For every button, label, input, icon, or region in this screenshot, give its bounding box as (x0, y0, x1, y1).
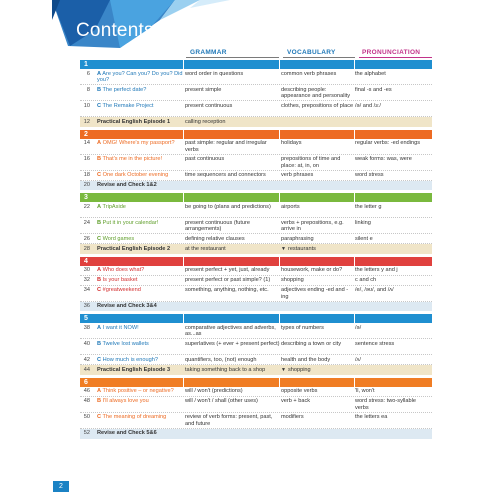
lesson-cell (93, 204, 184, 216)
lesson-cell (93, 246, 184, 253)
vocabulary-text: holidays (281, 140, 302, 147)
vocabulary-cell (280, 140, 354, 152)
lesson-cell (93, 236, 184, 242)
lesson-title: I'll always love you (102, 398, 149, 405)
lesson-title: Put it in your calendar! (102, 219, 159, 226)
unit-band-vocabulary (280, 193, 354, 202)
page-ref: 30 (83, 267, 90, 274)
pronunciation-cell: 'll, won't (355, 388, 375, 395)
table-row[interactable] (80, 397, 432, 413)
vocabulary-cell (280, 357, 354, 363)
page-ref: 22 (83, 203, 90, 210)
grammar-cell: something, anything, nothing, etc. (185, 287, 269, 294)
grammar-cell: past continuous (185, 156, 225, 163)
pronunciation-cell: word stress (355, 172, 384, 179)
lesson-title: Word games (102, 235, 135, 242)
vocabulary-cell (280, 156, 354, 168)
pronunciation-cell: /ʌ/ (355, 356, 361, 363)
page-number: 2 (53, 481, 69, 492)
vocabulary-text: airports (281, 203, 300, 210)
lesson-letter: C (97, 414, 102, 421)
pronunciation-cell (354, 246, 431, 253)
column-header-pronunciation: PRONUNCIATION (362, 49, 421, 56)
lesson-letter: C (97, 102, 102, 109)
page-ref: 14 (83, 140, 90, 147)
vocabulary-text: shopping (281, 277, 304, 284)
page-ref: 26 (83, 235, 90, 242)
vocabulary-cell (280, 87, 354, 99)
lesson-title: Are you? Can you? Do you? Did you? (97, 70, 183, 84)
column-header-grammar: GRAMMAR (190, 49, 227, 56)
grammar-cell: present continuous (future arrangements) (185, 219, 250, 233)
unit-band-grammar (184, 130, 280, 139)
grammar-cell: present perfect + yet, just, already (185, 267, 270, 274)
unit-band-pronunciation (355, 314, 432, 323)
vocabulary-text: common verb phrases (281, 70, 337, 77)
unit-number: 2 (80, 130, 183, 139)
table-row[interactable] (80, 387, 432, 397)
grammar-cell: present simple (185, 86, 222, 93)
lesson-cell (93, 172, 184, 178)
pronunciation-cell (354, 367, 431, 374)
vocabulary-cell (280, 220, 354, 232)
table-row[interactable] (80, 69, 432, 85)
lesson-cell (93, 103, 184, 115)
vocabulary-text: verb phrases (281, 172, 314, 179)
table-row[interactable] (80, 339, 432, 355)
vocabulary-cell (280, 388, 354, 394)
pronunciation-cell: /e/, /əʊ/, and /ʌ/ (355, 287, 394, 294)
page-ref: 16 (83, 156, 90, 163)
unit-band-grammar (184, 314, 280, 323)
lesson-title: Practical English Episode 2 (97, 245, 171, 252)
page-ref: 36 (83, 303, 90, 310)
page-ref: 42 (83, 356, 90, 363)
table-row[interactable] (80, 365, 432, 375)
vocabulary-cell (280, 103, 354, 115)
vocabulary-text: health and the body (281, 356, 331, 363)
table-row[interactable] (80, 101, 432, 117)
lesson-letter: C (97, 172, 102, 179)
pronunciation-cell: sentence stress (355, 340, 395, 347)
unit-band-pronunciation (355, 60, 432, 69)
lesson-cell (93, 277, 184, 283)
pronunciation-cell: c and ch (355, 277, 377, 284)
lesson-letter: B (97, 156, 102, 163)
table-row[interactable] (80, 276, 432, 286)
grammar-cell (184, 182, 280, 189)
lesson-cell (93, 287, 184, 299)
page-ref: 44 (83, 366, 90, 373)
unit-band-grammar (184, 378, 280, 387)
unit-header (80, 257, 432, 266)
lesson-title: Revise and Check 5&6 (97, 430, 157, 437)
header-rule-grammar (186, 57, 279, 58)
unit-header (80, 193, 432, 202)
vocabulary-text: opposite verbs (281, 388, 318, 395)
unit-number: 4 (80, 257, 183, 266)
unit-header (80, 378, 432, 387)
lesson-cell (93, 325, 184, 337)
page-ref: 50 (83, 414, 90, 421)
lesson-cell (93, 341, 184, 353)
lesson-letter: A (97, 140, 102, 147)
lesson-cell (93, 430, 184, 437)
lesson-title: Who does what? (102, 267, 145, 274)
pronunciation-cell: the letters y and j (355, 267, 398, 274)
lesson-letter: A (97, 324, 102, 331)
pronunciation-cell: the alphabet (355, 70, 386, 77)
unit-band-vocabulary (280, 257, 354, 266)
table-row[interactable] (80, 355, 432, 365)
vocabulary-cell (280, 414, 354, 426)
grammar-cell: past simple: regular and irregular verbs (185, 140, 267, 153)
vocabulary-cell (280, 398, 354, 410)
grammar-cell: defining relative clauses (185, 235, 245, 242)
page-ref: 12 (83, 118, 90, 125)
lesson-cell (93, 71, 184, 83)
lesson-cell (93, 414, 184, 426)
grammar-cell: word order in questions (185, 70, 244, 77)
table-row[interactable] (80, 155, 432, 171)
table-row[interactable] (80, 171, 432, 181)
unit-number: 6 (80, 378, 183, 387)
lesson-title: That's me in the picture! (102, 156, 163, 163)
pronunciation-cell: /ə/ (355, 324, 362, 331)
unit-band-grammar (184, 193, 280, 202)
page-ref: 10 (83, 102, 90, 109)
header-rule-pronunciation (359, 57, 432, 58)
unit-band-vocabulary (280, 130, 354, 139)
lesson-title: Is your basket (102, 277, 138, 284)
lesson-letter: B (97, 398, 102, 405)
unit-band-vocabulary (280, 378, 354, 387)
lesson-letter: B (97, 86, 102, 93)
unit-number: 3 (80, 193, 183, 202)
page-ref: 20 (83, 182, 90, 189)
lesson-title: I want it NOW! (102, 324, 139, 331)
lesson-letter: A (97, 203, 102, 210)
lesson-letter: B (97, 219, 102, 226)
pronunciation-cell: regular verbs: -ed endings (355, 140, 420, 147)
page-title: Contents (76, 20, 154, 41)
lesson-title: Revise and Check 1&2 (97, 182, 157, 189)
unit-header (80, 314, 432, 323)
table-row[interactable] (80, 218, 432, 234)
grammar-cell: calling reception (185, 118, 226, 125)
lesson-letter: B (97, 340, 102, 347)
table-row[interactable] (80, 413, 432, 429)
table-row[interactable] (80, 302, 432, 312)
lesson-title: Practical English Episode 3 (97, 366, 171, 373)
pronunciation-cell (354, 182, 431, 189)
lesson-cell (93, 182, 184, 189)
lesson-cell (93, 220, 184, 232)
vocabulary-cell (280, 236, 354, 242)
lesson-letter: A (97, 388, 102, 395)
lesson-title: Revise and Check 3&4 (97, 303, 157, 310)
unit-number: 5 (80, 314, 183, 323)
table-row[interactable] (80, 139, 432, 155)
vocabulary-cell (280, 267, 354, 273)
lesson-cell (93, 303, 184, 310)
lesson-letter: C (97, 356, 102, 363)
lesson-letter: C (97, 235, 102, 242)
lesson-letter: C (97, 287, 102, 294)
vocabulary-cell (280, 430, 354, 437)
vocabulary-cell (280, 119, 354, 126)
contents-table (80, 60, 432, 439)
table-row[interactable] (80, 202, 432, 218)
lesson-title: The perfect date? (102, 86, 147, 93)
pronunciation-cell (354, 430, 431, 437)
vocabulary-text: restaurants (287, 245, 316, 252)
grammar-cell: will / won't / shall (other uses) (185, 398, 258, 405)
vocabulary-cell (280, 204, 354, 216)
page-ref: 46 (83, 388, 90, 395)
lesson-cell (93, 388, 184, 394)
page-ref: 40 (83, 340, 90, 347)
vocabulary-cell (280, 172, 354, 178)
table-row[interactable] (80, 429, 432, 439)
pronunciation-cell (354, 119, 431, 126)
vocabulary-text: clothes, prepositions of place (281, 102, 354, 109)
vocabulary-text: types of numbers (281, 324, 324, 331)
unit-header (80, 60, 432, 69)
table-row[interactable] (80, 85, 432, 101)
vocabulary-text: describing a town or city (281, 340, 342, 347)
lesson-cell (93, 398, 184, 410)
grammar-cell: present perfect or past simple? (1) (185, 277, 271, 284)
lesson-cell (93, 119, 184, 126)
unit-header (80, 130, 432, 139)
lesson-cell (93, 140, 184, 152)
lesson-cell (93, 357, 184, 363)
lesson-title: #greatweekend (102, 287, 141, 294)
unit-band-pronunciation (355, 130, 432, 139)
pronunciation-cell: /ə/ and /ɜː/ (355, 102, 381, 109)
lesson-cell (93, 267, 184, 273)
table-row[interactable] (80, 323, 432, 339)
triangle-icon: ▼ (281, 245, 286, 252)
vocabulary-text: verb + back (281, 398, 311, 405)
lesson-title: TripAside (102, 203, 126, 210)
pronunciation-cell: the letters ea (355, 414, 388, 421)
page-ref: 38 (83, 324, 90, 331)
grammar-cell: comparative adjectives and adverbs, as...as (185, 324, 276, 338)
table-row[interactable] (80, 286, 432, 302)
lesson-letter: B (97, 277, 102, 284)
vocabulary-cell (280, 182, 354, 189)
grammar-cell (184, 303, 280, 310)
table-row[interactable] (80, 244, 432, 254)
grammar-cell: review of verb forms: present, past, and future (185, 414, 273, 428)
lesson-title: The Remake Project (102, 102, 154, 109)
lesson-cell (93, 156, 184, 168)
pronunciation-cell: final -s and -es (355, 86, 392, 93)
vocabulary-cell (280, 246, 354, 253)
vocabulary-text: verbs + prepositions, e.g. arrive in (281, 219, 344, 233)
page-ref: 48 (83, 398, 90, 405)
vocabulary-cell (280, 367, 354, 374)
table-row[interactable] (80, 181, 432, 191)
unit-band-pronunciation (355, 257, 432, 266)
grammar-cell: quantifiers, too, (not) enough (185, 356, 257, 363)
pronunciation-cell (354, 303, 431, 310)
page-ref: 8 (86, 86, 90, 93)
vocabulary-text: modifiers (281, 414, 304, 421)
pronunciation-cell: silent e (355, 235, 373, 242)
unit-band-vocabulary (280, 314, 354, 323)
lesson-title: Twelve lost wallets (102, 340, 149, 347)
grammar-cell: taking something back to a shop (185, 366, 266, 373)
table-row[interactable] (80, 117, 432, 127)
lesson-title: Practical English Episode 1 (97, 118, 171, 125)
vocabulary-text: housework, make or do? (281, 267, 343, 274)
lesson-title: Think positive – or negative? (102, 388, 174, 395)
header-rule-vocabulary (283, 57, 355, 58)
vocabulary-text: describing people: appearance and personality (281, 86, 351, 100)
pronunciation-cell: linking (355, 219, 371, 226)
pronunciation-cell: the letter g (355, 203, 382, 210)
page-ref: 32 (83, 277, 90, 284)
table-row[interactable] (80, 266, 432, 276)
vocabulary-text: shopping (287, 366, 311, 373)
lesson-letter: A (97, 267, 102, 274)
lesson-title: How much is enough? (102, 356, 158, 363)
unit-band-pronunciation (355, 193, 432, 202)
unit-band-pronunciation (355, 378, 432, 387)
vocabulary-text: adjectives ending -ed and -ing (281, 287, 349, 300)
column-header-vocabulary: VOCABULARY (287, 49, 336, 56)
vocabulary-cell (280, 287, 354, 299)
vocabulary-cell (280, 71, 354, 83)
lesson-title: The meaning of dreaming (102, 414, 167, 421)
grammar-cell: will / won't (predictions) (185, 388, 243, 395)
page-ref: 24 (83, 219, 90, 226)
lesson-cell (93, 87, 184, 99)
grammar-cell: superlatives (+ ever + present perfect) (185, 340, 280, 347)
triangle-icon: ▼ (281, 366, 286, 373)
page-ref: 28 (83, 245, 90, 252)
vocabulary-text: paraphrasing (281, 235, 314, 242)
grammar-cell: at the restaurant (185, 245, 226, 252)
lesson-cell (93, 367, 184, 374)
lesson-title: One dark October evening (102, 172, 169, 179)
vocabulary-text: prepositions of time and place: at, in, on (281, 156, 341, 169)
vocabulary-cell (280, 277, 354, 283)
grammar-cell (184, 430, 280, 437)
unit-band-vocabulary (280, 60, 354, 69)
pronunciation-cell: weak forms: was, were (355, 156, 412, 163)
unit-band-grammar (184, 257, 280, 266)
page-ref: 52 (83, 430, 90, 437)
header-art (0, 0, 500, 60)
vocabulary-cell (280, 341, 354, 353)
pronunciation-cell: word stress: two-syllable verbs (355, 398, 416, 412)
page-ref: 34 (83, 287, 90, 294)
lesson-title: OMG! Where's my passport? (102, 140, 175, 147)
page-ref: 18 (83, 172, 90, 179)
page-ref: 6 (86, 70, 90, 77)
table-row[interactable] (80, 234, 432, 244)
lesson-letter: A (97, 70, 102, 77)
grammar-cell: present continuous (185, 102, 233, 109)
unit-number: 1 (80, 60, 183, 69)
vocabulary-cell (280, 303, 354, 310)
grammar-cell: time sequencers and connectors (185, 172, 266, 179)
grammar-cell: be going to (plans and predictions) (185, 203, 271, 210)
unit-band-grammar (184, 60, 280, 69)
vocabulary-cell (280, 325, 354, 337)
